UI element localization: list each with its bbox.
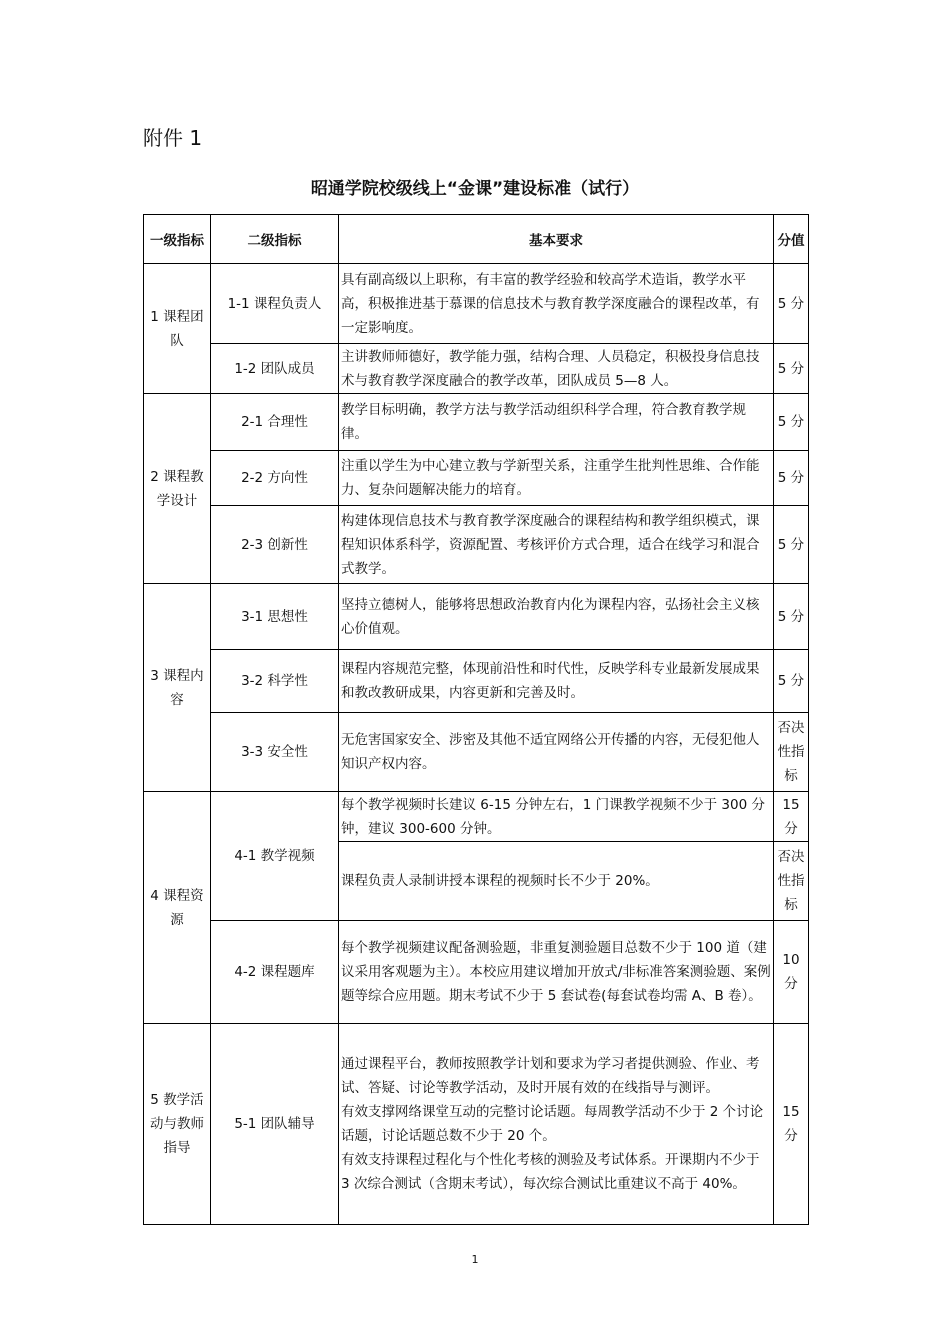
sub-indicator: 3-1 思想性 xyxy=(211,584,339,650)
requirement-text: 注重以学生为中心建立教与学新型关系，注重学生批判性思维、合作能力、复杂问题解决能力的培育。 xyxy=(339,451,774,506)
score: 5 分 xyxy=(774,650,809,713)
score: 5 分 xyxy=(774,394,809,451)
sub-indicator: 4-1 教学视频 xyxy=(211,792,339,921)
table-row xyxy=(144,451,809,506)
requirement-text: 课程负责人录制讲授本课程的视频时长不少于 20%。 xyxy=(339,842,774,921)
group-label: 1 课程团队 xyxy=(144,264,211,394)
score: 否决性指标 xyxy=(774,842,809,921)
score: 5 分 xyxy=(774,584,809,650)
requirement-text: 构建体现信息技术与教育教学深度融合的课程结构和教学组织模式，课程知识体系科学，资源配置、考核评价方式合理，适合在线学习和混合式教学。 xyxy=(339,506,774,584)
table-row xyxy=(144,713,809,792)
requirement-text: 具有副高级以上职称，有丰富的教学经验和较高学术造诣，教学水平高，积极推进基于慕课的信息技术与教育教学深度融合的课程改革，有一定影响度。 xyxy=(339,264,774,344)
score: 15 分 xyxy=(774,792,809,842)
sub-indicator: 2-2 方向性 xyxy=(211,451,339,506)
score: 5 分 xyxy=(774,506,809,584)
score: 10 分 xyxy=(774,921,809,1024)
sub-indicator: 2-1 合理性 xyxy=(211,394,339,451)
standards-table xyxy=(143,214,809,1225)
requirement-text: 每个教学视频时长建议 6-15 分钟左右，1 门课教学视频不少于 300 分钟，建议 300-600 分钟。 xyxy=(339,792,774,842)
document-title: 昭通学院校级线上“金课”建设标准（试行） xyxy=(310,179,640,199)
group-label: 2 课程教学设计 xyxy=(144,394,211,584)
requirement-text: 主讲教师师德好，教学能力强，结构合理、人员稳定，积极投身信息技术与教育教学深度融合的教学改革，团队成员 5—8 人。 xyxy=(339,344,774,394)
sub-indicator: 1-2 团队成员 xyxy=(211,344,339,394)
score: 5 分 xyxy=(774,264,809,344)
sub-indicator: 2-3 创新性 xyxy=(211,506,339,584)
table-row xyxy=(144,264,809,344)
requirement-text: 坚持立德树人，能够将思想政治教育内化为课程内容，弘扬社会主义核心价值观。 xyxy=(339,584,774,650)
table-header-row xyxy=(144,215,809,264)
attachment-label: 附件 1 xyxy=(143,126,203,150)
sub-indicator: 3-2 科学性 xyxy=(211,650,339,713)
header-requirement: 基本要求 xyxy=(339,215,774,264)
requirement-text: 无危害国家安全、涉密及其他不适宜网络公开传播的内容，无侵犯他人知识产权内容。 xyxy=(339,713,774,792)
group-label: 3 课程内容 xyxy=(144,584,211,792)
table-row xyxy=(144,506,809,584)
score: 15 分 xyxy=(774,1024,809,1225)
table-row xyxy=(144,1024,809,1225)
sub-indicator: 3-3 安全性 xyxy=(211,713,339,792)
table-row xyxy=(144,792,809,842)
requirement-text: 有效支持课程过程化与个性化考核的测验及考试体系。开课期内不少于 3 次综合测试（含期末考试），每次综合测试比重建议不高于 40%。 xyxy=(341,1152,760,1192)
sub-indicator: 5-1 团队辅导 xyxy=(211,1024,339,1225)
requirement-text: 有效支撑网络课堂互动的完整讨论话题。每周教学活动不少于 2 个讨论话题，讨论话题总数不少于 20 个。 xyxy=(341,1104,764,1144)
table-row xyxy=(144,921,809,1024)
table-row xyxy=(144,344,809,394)
table-row xyxy=(144,650,809,713)
table-row xyxy=(144,394,809,451)
sub-indicator: 4-2 课程题库 xyxy=(211,921,339,1024)
requirement-text: 每个教学视频建议配备测验题，非重复测验题目总数不少于 100 道（建议采用客观题为主）。本校应用建议增加开放式/非标准答案测验题、案例题等综合应用题。期末考试不少于 5 套试卷(每套试卷均需 A、B 卷）。 xyxy=(339,921,774,1024)
score: 5 分 xyxy=(774,451,809,506)
requirement-cell xyxy=(339,1024,774,1225)
header-level1: 一级指标 xyxy=(144,215,211,264)
header-score: 分值 xyxy=(774,215,809,264)
requirement-text: 通过课程平台，教师按照教学计划和要求为学习者提供测验、作业、考试、答疑、讨论等教学活动，及时开展有效的在线指导与测评。 xyxy=(341,1056,760,1096)
requirement-text: 课程内容规范完整，体现前沿性和时代性，反映学科专业最新发展成果和教改教研成果，内容更新和完善及时。 xyxy=(339,650,774,713)
score: 5 分 xyxy=(774,344,809,394)
page-number: 1 xyxy=(471,1253,479,1266)
sub-indicator: 1-1 课程负责人 xyxy=(211,264,339,344)
requirement-text: 教学目标明确，教学方法与教学活动组织科学合理，符合教育教学规律。 xyxy=(339,394,774,451)
header-level2: 二级指标 xyxy=(211,215,339,264)
group-label: 5 教学活动与教师指导 xyxy=(144,1024,211,1225)
group-label: 4 课程资源 xyxy=(144,792,211,1024)
table-row xyxy=(144,584,809,650)
score: 否决性指标 xyxy=(774,713,809,792)
